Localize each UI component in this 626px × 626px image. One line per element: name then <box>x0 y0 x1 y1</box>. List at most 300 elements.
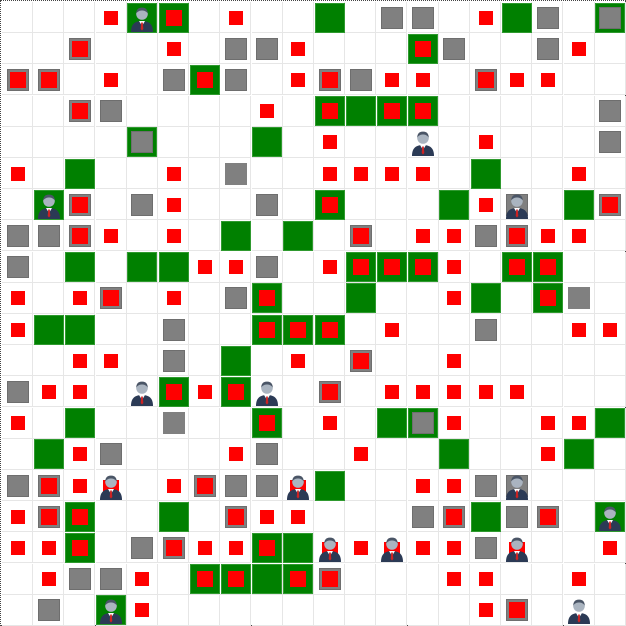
grid-cell <box>96 252 127 283</box>
box-tile <box>568 287 590 309</box>
grid-cell <box>2 127 33 158</box>
box-tile <box>131 194 153 216</box>
box-tile <box>381 7 403 29</box>
goal-marker <box>73 354 87 368</box>
goal-marker <box>447 260 461 274</box>
grid-cell <box>96 501 127 532</box>
goal-marker <box>447 479 461 493</box>
grid-cell <box>33 127 64 158</box>
goal-marker <box>322 322 338 338</box>
wall-tile <box>564 439 594 469</box>
goal-marker <box>197 72 213 88</box>
goal-marker <box>11 541 25 555</box>
wall-tile <box>252 564 282 594</box>
goal-marker <box>572 323 586 337</box>
goal-marker <box>166 10 182 26</box>
goal-marker <box>260 510 274 524</box>
grid-cell <box>470 96 501 127</box>
box-tile <box>163 69 185 91</box>
goal-marker <box>447 229 461 243</box>
wall-tile <box>346 283 376 313</box>
grid-cell <box>376 595 407 626</box>
box-tile <box>100 568 122 590</box>
grid-cell <box>376 33 407 64</box>
grid-cell <box>376 470 407 501</box>
grid-cell <box>470 252 501 283</box>
grid-cell <box>127 345 158 376</box>
grid-cell <box>33 158 64 189</box>
goal-marker <box>385 323 399 337</box>
goal-marker <box>290 322 306 338</box>
grid-cell <box>345 564 376 595</box>
grid-cell <box>314 220 345 251</box>
goal-marker <box>541 73 555 87</box>
grid-cell <box>127 408 158 439</box>
goal-marker <box>197 571 213 587</box>
goal-marker <box>446 509 462 525</box>
box-tile <box>537 7 559 29</box>
goal-marker <box>416 167 430 181</box>
box-tile <box>163 350 185 372</box>
wall-tile <box>439 190 469 220</box>
grid-cell <box>345 127 376 158</box>
goal-marker <box>11 416 25 430</box>
goal-marker <box>197 478 213 494</box>
grid-cell <box>532 595 563 626</box>
grid-cell <box>345 470 376 501</box>
grid-cell <box>252 595 283 626</box>
box-tile <box>599 7 621 29</box>
grid-cell <box>314 33 345 64</box>
grid-cell <box>439 64 470 95</box>
goal-marker <box>416 229 430 243</box>
goal-marker <box>11 167 25 181</box>
goal-marker <box>167 291 181 305</box>
grid-cell <box>189 158 220 189</box>
grid-cell <box>220 314 251 345</box>
grid-cell <box>501 96 532 127</box>
goal-marker <box>354 541 368 555</box>
wall-tile <box>346 96 376 126</box>
grid-cell <box>408 439 439 470</box>
wall-tile <box>34 315 64 345</box>
grid-cell <box>408 314 439 345</box>
goal-marker <box>104 73 118 87</box>
goal-marker <box>167 479 181 493</box>
grid-cell <box>501 408 532 439</box>
box-tile <box>225 475 247 497</box>
box-tile <box>475 225 497 247</box>
goal-marker <box>104 11 118 25</box>
goal-marker <box>41 509 57 525</box>
box-tile <box>256 38 278 60</box>
goal-marker <box>228 384 244 400</box>
goal-marker <box>260 104 274 118</box>
goal-marker <box>229 447 243 461</box>
grid-cell <box>439 595 470 626</box>
grid-cell <box>595 252 626 283</box>
wall-tile <box>65 408 95 438</box>
grid-cell <box>345 501 376 532</box>
goal-marker <box>73 291 87 305</box>
grid-cell <box>408 595 439 626</box>
goal-marker <box>572 229 586 243</box>
grid-cell <box>532 564 563 595</box>
wall-tile <box>65 252 95 282</box>
wall-tile <box>471 283 501 313</box>
goal-marker <box>73 447 87 461</box>
goal-marker <box>228 509 244 525</box>
grid-cell <box>595 564 626 595</box>
goal-marker <box>167 42 181 56</box>
wall-tile <box>439 439 469 469</box>
grid-cell <box>96 33 127 64</box>
grid-cell <box>33 345 64 376</box>
grid-cell <box>189 283 220 314</box>
grid-cell <box>439 127 470 158</box>
grid-cell <box>189 345 220 376</box>
goal-marker <box>72 41 88 57</box>
goal-marker <box>354 167 368 181</box>
agent-person-icon <box>565 596 593 624</box>
grid-cell <box>501 127 532 158</box>
goal-marker <box>479 572 493 586</box>
agent-person-icon <box>503 191 531 219</box>
grid-cell <box>439 314 470 345</box>
grid-cell <box>33 2 64 33</box>
grid-cell <box>127 439 158 470</box>
grid-cell <box>501 345 532 376</box>
grid-cell <box>376 189 407 220</box>
grid-cell <box>439 158 470 189</box>
grid-cell <box>33 33 64 64</box>
box-tile <box>225 163 247 185</box>
goal-marker <box>478 72 494 88</box>
goal-marker <box>167 229 181 243</box>
goal-marker <box>103 290 119 306</box>
grid-cell <box>220 189 251 220</box>
goal-marker <box>447 291 461 305</box>
goal-marker <box>42 572 56 586</box>
grid-cell <box>595 345 626 376</box>
grid-cell <box>314 345 345 376</box>
goal-marker <box>229 260 243 274</box>
wall-tile <box>471 502 501 532</box>
goal-marker <box>198 385 212 399</box>
grid-cell <box>158 564 189 595</box>
goal-marker <box>323 167 337 181</box>
goal-marker <box>416 479 430 493</box>
wall-tile <box>65 159 95 189</box>
grid-cell <box>283 595 314 626</box>
grid-cell <box>2 564 33 595</box>
grid-cell <box>189 314 220 345</box>
grid-cell <box>158 439 189 470</box>
box-tile <box>537 38 559 60</box>
goal-marker <box>416 541 430 555</box>
box-tile <box>225 69 247 91</box>
grid-cell <box>96 158 127 189</box>
goal-marker <box>42 541 56 555</box>
grid-cell <box>345 2 376 33</box>
goal-marker <box>135 572 149 586</box>
grid-cell <box>439 96 470 127</box>
goal-marker <box>385 73 399 87</box>
grid-cell <box>595 64 626 95</box>
goal-marker <box>72 103 88 119</box>
grid-cell <box>252 64 283 95</box>
grid-cell <box>2 439 33 470</box>
wall-tile <box>283 533 313 563</box>
goal-marker <box>385 385 399 399</box>
grid-cell <box>376 345 407 376</box>
grid-cell <box>158 595 189 626</box>
goal-marker <box>11 510 25 524</box>
grid-cell <box>283 189 314 220</box>
grid-cell <box>564 376 595 407</box>
goal-marker <box>540 259 556 275</box>
grid-cell <box>408 345 439 376</box>
grid-cell <box>158 127 189 158</box>
agent-person-icon <box>378 534 406 562</box>
goal-marker <box>416 385 430 399</box>
wall-tile <box>315 3 345 33</box>
goal-marker <box>510 73 524 87</box>
goal-marker <box>167 198 181 212</box>
grid-cell <box>408 564 439 595</box>
agent-person-icon <box>97 596 125 624</box>
goal-marker <box>603 541 617 555</box>
grid-cell <box>564 501 595 532</box>
grid-cell <box>564 532 595 563</box>
agent-person-icon <box>596 503 624 531</box>
wall-tile <box>502 3 532 33</box>
box-tile <box>412 412 434 434</box>
box-tile <box>38 225 60 247</box>
goal-marker <box>166 540 182 556</box>
grid-cell <box>595 33 626 64</box>
grid-cell <box>189 33 220 64</box>
grid-cell <box>96 189 127 220</box>
wall-tile <box>159 252 189 282</box>
grid-cell <box>2 96 33 127</box>
goal-marker <box>72 509 88 525</box>
grid-cell <box>33 283 64 314</box>
goal-marker <box>166 384 182 400</box>
grid-cell <box>345 595 376 626</box>
goal-marker <box>415 103 431 119</box>
agent-person-icon <box>97 472 125 500</box>
goal-marker <box>198 541 212 555</box>
goal-marker <box>42 385 56 399</box>
goal-marker <box>290 571 306 587</box>
grid-cell <box>532 158 563 189</box>
goal-marker <box>447 416 461 430</box>
box-tile <box>412 506 434 528</box>
grid-cell <box>595 376 626 407</box>
grid-cell <box>283 376 314 407</box>
goal-marker <box>541 447 555 461</box>
grid-cell <box>283 252 314 283</box>
box-tile <box>412 7 434 29</box>
box-tile <box>100 100 122 122</box>
wall-tile <box>221 346 251 376</box>
box-tile <box>7 225 29 247</box>
goal-marker <box>447 541 461 555</box>
goal-marker <box>572 572 586 586</box>
goal-marker <box>72 197 88 213</box>
goal-marker <box>73 385 87 399</box>
goal-marker <box>259 322 275 338</box>
grid-cell <box>532 127 563 158</box>
grid-cell <box>283 158 314 189</box>
grid-cell <box>127 283 158 314</box>
grid-cell <box>470 439 501 470</box>
box-tile <box>443 38 465 60</box>
goal-marker <box>479 198 493 212</box>
goal-marker <box>323 416 337 430</box>
box-tile <box>69 568 91 590</box>
goal-marker <box>354 447 368 461</box>
grid-cell <box>376 283 407 314</box>
box-tile <box>225 38 247 60</box>
grid-cell <box>33 252 64 283</box>
grid-cell <box>501 439 532 470</box>
grid-cell <box>501 314 532 345</box>
goal-marker <box>540 290 556 306</box>
grid-cell <box>345 33 376 64</box>
goal-marker <box>41 72 57 88</box>
grid-cell <box>96 532 127 563</box>
grid-cell <box>595 158 626 189</box>
goal-marker <box>228 571 244 587</box>
goal-marker <box>447 572 461 586</box>
grid-cell <box>96 127 127 158</box>
goal-marker <box>572 416 586 430</box>
grid-cell <box>283 2 314 33</box>
box-tile <box>475 475 497 497</box>
box-tile <box>256 194 278 216</box>
grid-cell <box>532 96 563 127</box>
goal-marker <box>353 353 369 369</box>
agent-person-icon <box>503 534 531 562</box>
grid-cell <box>532 376 563 407</box>
agent-person-icon <box>128 4 156 32</box>
box-tile <box>256 475 278 497</box>
wall-tile <box>252 127 282 157</box>
goal-marker <box>322 72 338 88</box>
grid-cell <box>376 220 407 251</box>
grid-cell <box>532 314 563 345</box>
box-tile <box>131 537 153 559</box>
goal-marker <box>135 603 149 617</box>
grid-cell <box>127 314 158 345</box>
grid-cell <box>189 220 220 251</box>
grid-cell <box>189 127 220 158</box>
goal-marker <box>322 197 338 213</box>
goal-marker <box>384 259 400 275</box>
goal-marker <box>229 541 243 555</box>
goal-marker <box>416 73 430 87</box>
box-tile <box>599 131 621 153</box>
goal-marker <box>323 260 337 274</box>
grid-cell <box>470 408 501 439</box>
grid-cell <box>252 2 283 33</box>
grid-cell <box>127 470 158 501</box>
box-tile <box>38 599 60 621</box>
grid-cell <box>283 127 314 158</box>
grid-cell <box>595 439 626 470</box>
box-tile <box>163 412 185 434</box>
goal-marker <box>291 510 305 524</box>
grid-cell <box>532 532 563 563</box>
grid-cell <box>314 283 345 314</box>
goal-marker <box>509 259 525 275</box>
grid-cell <box>189 408 220 439</box>
wall-tile <box>34 439 64 469</box>
grid-cell <box>158 96 189 127</box>
grid-cell <box>501 33 532 64</box>
grid-cell <box>220 408 251 439</box>
grid-cell <box>314 439 345 470</box>
goal-marker <box>384 103 400 119</box>
grid-cell <box>470 345 501 376</box>
grid-cell <box>283 439 314 470</box>
box-tile <box>131 131 153 153</box>
grid-cell <box>345 314 376 345</box>
grid-cell <box>345 189 376 220</box>
goal-marker <box>541 416 555 430</box>
grid-cell <box>564 2 595 33</box>
agent-person-icon <box>253 378 281 406</box>
grid-cell <box>532 470 563 501</box>
goal-marker <box>479 603 493 617</box>
goal-marker <box>322 384 338 400</box>
goal-marker <box>415 259 431 275</box>
grid-cell <box>220 127 251 158</box>
wall-tile <box>221 221 251 251</box>
goal-marker <box>602 197 618 213</box>
grid-cell <box>189 501 220 532</box>
goal-marker <box>291 73 305 87</box>
grid-cell <box>189 96 220 127</box>
goal-marker <box>572 167 586 181</box>
goal-marker <box>11 323 25 337</box>
box-tile <box>475 537 497 559</box>
box-tile <box>163 319 185 341</box>
agent-person-icon <box>284 472 312 500</box>
grid-cell <box>314 501 345 532</box>
grid-cell <box>564 96 595 127</box>
agent-person-icon <box>503 472 531 500</box>
goal-marker <box>415 41 431 57</box>
grid-cell <box>595 283 626 314</box>
grid-cell <box>2 595 33 626</box>
box-tile <box>475 319 497 341</box>
grid-cell <box>64 64 95 95</box>
grid-cell <box>564 470 595 501</box>
goal-marker <box>509 602 525 618</box>
wall-tile <box>471 159 501 189</box>
grid-cell <box>345 376 376 407</box>
goal-marker <box>259 290 275 306</box>
goal-marker <box>72 540 88 556</box>
grid-cell <box>2 345 33 376</box>
grid-cell <box>376 127 407 158</box>
grid-cell <box>595 595 626 626</box>
goal-marker <box>353 259 369 275</box>
agent-person-icon <box>35 191 63 219</box>
